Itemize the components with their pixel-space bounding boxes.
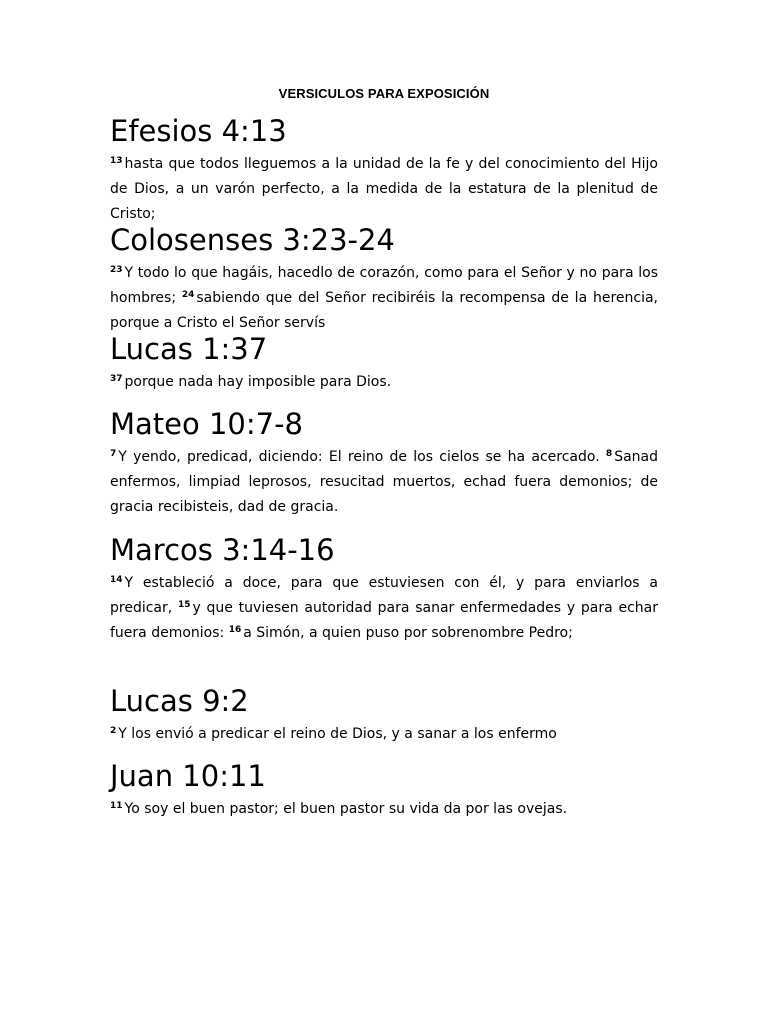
section-heading: Efesios 4:13 [110,114,287,148]
verse-text: Yo soy el buen pastor; el buen pastor su vida da por las ovejas. [124,801,568,817]
verse-paragraph [110,261,658,336]
verse-number: 2 [110,726,117,736]
verse-paragraph [110,370,658,395]
verse-number: 14 [110,575,123,585]
verse-paragraph [110,722,658,747]
verse-text: hasta que todos lleguemos a la unidad de la fe y del conocimiento del Hijo de Dios, a un varón perfecto, a la medida de la estatura de la plenitud de Cristo; [110,156,658,222]
section-heading: Colosenses 3:23-24 [110,223,395,257]
verse-paragraph [110,152,658,227]
verse-text: y que tuviesen autoridad para sanar enfermedades y para echar fuera demonios: [110,600,658,641]
verse-number: 23 [110,265,123,275]
verse-number: 8 [605,449,613,459]
verse-number: 11 [110,801,123,811]
section-lucas-1 [110,332,658,395]
verse-text: Y todo lo que hagáis, hacedlo de corazón, como para el Señor y no para los hombres; [110,265,658,306]
section-heading: Mateo 10:7-8 [110,407,304,441]
verse-text: Y yendo, predicad, diciendo: El reino de los cielos se ha acercado. [118,449,606,465]
verse-number: 37 [110,374,123,384]
verse-number: 7 [110,449,117,459]
section-efesios [110,114,658,227]
section-heading: Lucas 9:2 [110,684,249,718]
section-heading: Lucas 1:37 [110,332,268,366]
section-heading: Juan 10:11 [110,759,266,793]
verse-text: Y estableció a doce, para que estuviesen con él, y para enviarlos a predicar, [110,575,658,616]
section-juan [110,759,658,822]
verse-paragraph [110,571,658,646]
verse-number: 13 [110,156,123,166]
document-title: VERSICULOS PARA EXPOSICIÓN [278,86,490,101]
verse-number: 24 [181,290,195,300]
verse-text: sabiendo que del Señor recibiréis la recompensa de la herencia, porque a Cristo el Señor servís [110,290,658,331]
verse-text: Y los envió a predicar el reino de Dios, y a sanar a los enfermo [118,726,557,742]
section-colosenses [110,223,658,336]
section-heading: Marcos 3:14-16 [110,533,335,567]
section-marcos [110,533,658,646]
verse-text: Sanad enfermos, limpiad leprosos, resucitad muertos, echad fuera demonios; de gracia recibisteis, dad de gracia. [110,449,658,515]
verse-paragraph [110,445,658,520]
verse-number: 16 [228,625,242,635]
verse-text: porque nada hay imposible para Dios. [124,374,392,390]
verse-number: 15 [177,600,191,610]
verse-paragraph [110,797,658,822]
section-lucas-9 [110,684,658,747]
verse-text: a Simón, a quien puso por sobrenombre Pedro; [243,625,573,641]
section-mateo [110,407,658,520]
